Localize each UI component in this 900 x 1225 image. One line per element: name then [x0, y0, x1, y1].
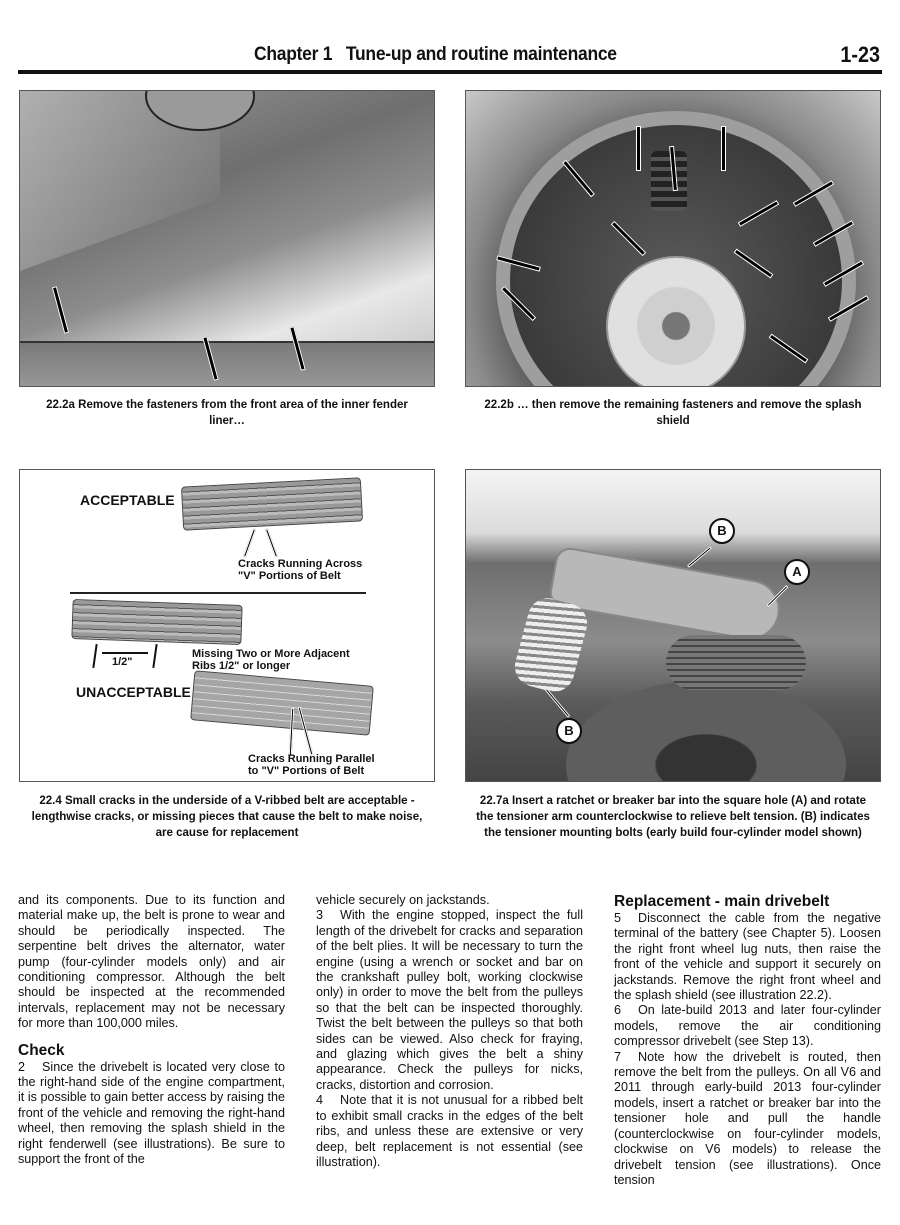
step-number: 2: [18, 1059, 26, 1074]
paragraph-continued: vehicle securely on jackstands.: [316, 893, 490, 907]
figure-caption-22-2b: 22.2b … then remove the remaining fasteners and remove the splash shield: [484, 397, 862, 427]
paragraph-intro: and its components. Due to its function and material make up, the belt is prone to wear and should be periodically inspected. The serpentine belt drives the alternator, water pump (four-cylinder models only) and air conditioning compressor. Although the belt should be inspected at the recommended intervals, replacement may not be necessary for more than 100,000 miles.: [18, 893, 285, 1031]
callout-b-top: B: [709, 518, 735, 544]
paragraph-step-2: [18, 1060, 285, 1168]
label-unacceptable: UNACCEPTABLE: [76, 684, 191, 700]
step-text: With the engine stopped, inspect the full length of the drivebelt for cracks and separation of the belt plies. It will be necessary to turn the engine (using a wrench or socket and bar on the crankshaft pulley bolt, working clockwise only) in order to move the belt from the pulleys so that the belt can be inspected thoroughly. Twist the belt between the pulleys so that both sides can be viewed. Also check for fraying, and glazing which gives the belt a shiny appearance. Check the pulleys for nicks, cracks, distortion and corrosion.: [316, 908, 583, 1092]
photo-spring-bolt: [510, 594, 591, 696]
belt-acceptable-image: [181, 477, 363, 530]
photo-pulley: [566, 680, 846, 782]
text-column-2: [316, 893, 583, 1170]
arrow-icon: [721, 126, 726, 171]
figure-caption-22-4: 22.4 Small cracks in the underside of a V-ribbed belt are acceptable - lengthwise cracks, or missing pieces that cause the belt to make noise, are cause for replacement: [31, 793, 423, 839]
step-text: Note how the drivebelt is routed, then remove the belt from the pulleys. On all V6 and 2011 through early-build 2013 four-cylinder models, insert a ratchet or breaker bar into the tensioner hole and pull the handle (counterclockwise on four-cylinder models, clockwise on V6 models) to release the drivebelt tension (see illustrations). Once tension: [614, 1049, 881, 1187]
callout-b-bottom: B: [556, 718, 582, 744]
step-text: Since the drivebelt is located very close to the right-hand side of the engine compartment, it is possible to gain better access by raising the front of the vehicle and removing the right-hand wheel, then removing the splash shield in the right fenderwell (see illustrations). Be sure to support the front of the: [18, 1059, 285, 1167]
measure-tick: [152, 644, 157, 668]
section-heading-replacement: Replacement - main drivebelt: [614, 893, 830, 910]
label-cracks-across-1: Cracks Running Across: [238, 558, 363, 570]
label-missing-ribs-2: Ribs 1/2" or longer: [192, 660, 291, 672]
figure-caption-22-7a: 22.7a Insert a ratchet or breaker bar into the square hole (A) and rotate the tensioner arm counterclockwise to relieve belt tension. (B) indicates the tensioner mounting bolts (early build four-cylinder model shown): [476, 793, 870, 839]
page-number: 1-23: [840, 42, 880, 67]
arrow-icon: [243, 528, 256, 557]
step-number: 4: [316, 1093, 324, 1108]
section-heading-check: Check: [18, 1041, 65, 1059]
label-half-inch: 1/2": [112, 656, 133, 668]
text-column-3: [614, 893, 881, 1188]
callout-a: A: [784, 559, 810, 585]
step-number: 7: [614, 1049, 622, 1064]
text-column-1: [18, 893, 285, 1168]
figure-caption-22-2a: 22.2a Remove the fasteners from the front area of the inner fender liner…: [46, 397, 408, 427]
step-number: 5: [614, 911, 622, 925]
arrow-icon: [687, 546, 712, 568]
paragraph-step-7: [614, 1050, 881, 1189]
step-text: Disconnect the cable from the negative terminal of the battery (see Chapter 5). Loosen the right front wheel lug nuts, then raise the front of the vehicle and support it securely on jackstands. Remove the right front wheel and the splash shield (see illustration 22.2).: [614, 911, 881, 1003]
label-cracks-parallel-1: Cracks Running Parallel: [248, 753, 375, 765]
step-text: Note that it is not unusual for a ribbed belt to exhibit small cracks in the edges of the belt ribs, and unless these are extensive or very deep, belt replacement is not essential (see illustration).: [316, 1093, 583, 1169]
measure-arrow-icon: [102, 652, 148, 654]
arrow-icon: [545, 688, 570, 718]
step-number: 3: [316, 908, 324, 923]
figure-22-2b-photo: [465, 90, 881, 387]
label-cracks-across-2: "V" Portions of Belt: [238, 570, 341, 582]
label-missing-ribs-1: Missing Two or More Adjacent: [192, 648, 350, 660]
photo-belt-pulley: [666, 635, 806, 690]
photo-liner-edge: [20, 341, 435, 387]
figure-22-7a-photo: [465, 469, 881, 782]
divider-line: [70, 592, 366, 594]
label-acceptable: ACCEPTABLE: [80, 492, 175, 508]
figure-22-2a-photo: [19, 90, 435, 387]
arrow-icon: [265, 528, 278, 557]
arrow-icon: [52, 286, 69, 334]
belt-missing-ribs-image: [71, 599, 242, 645]
page-header: [18, 40, 882, 76]
step-number: 6: [614, 1003, 622, 1018]
paragraph-step-4: [316, 1093, 583, 1170]
chapter-number: Chapter 1: [254, 44, 333, 65]
photo-coil-spring: [651, 151, 687, 211]
paragraph-step-5: [614, 911, 881, 1003]
chapter-name: Tune-up and routine maintenance: [345, 44, 617, 65]
label-cracks-parallel-2: to "V" Portions of Belt: [248, 765, 365, 777]
arrow-icon: [636, 126, 641, 171]
photo-brake-rotor: [606, 256, 746, 387]
figure-22-4-belt-diagram: [19, 469, 435, 782]
measure-tick: [92, 644, 97, 668]
chapter-title: [254, 44, 617, 66]
belt-unacceptable-image: [190, 670, 374, 735]
paragraph-step-3: [316, 908, 583, 1093]
step-text: On late-build 2013 and later four-cylinder models, remove the air conditioning compressor drivebelt (see Step 13).: [614, 1003, 881, 1049]
paragraph-step-6: [614, 1003, 881, 1049]
header-rule: [18, 70, 882, 74]
